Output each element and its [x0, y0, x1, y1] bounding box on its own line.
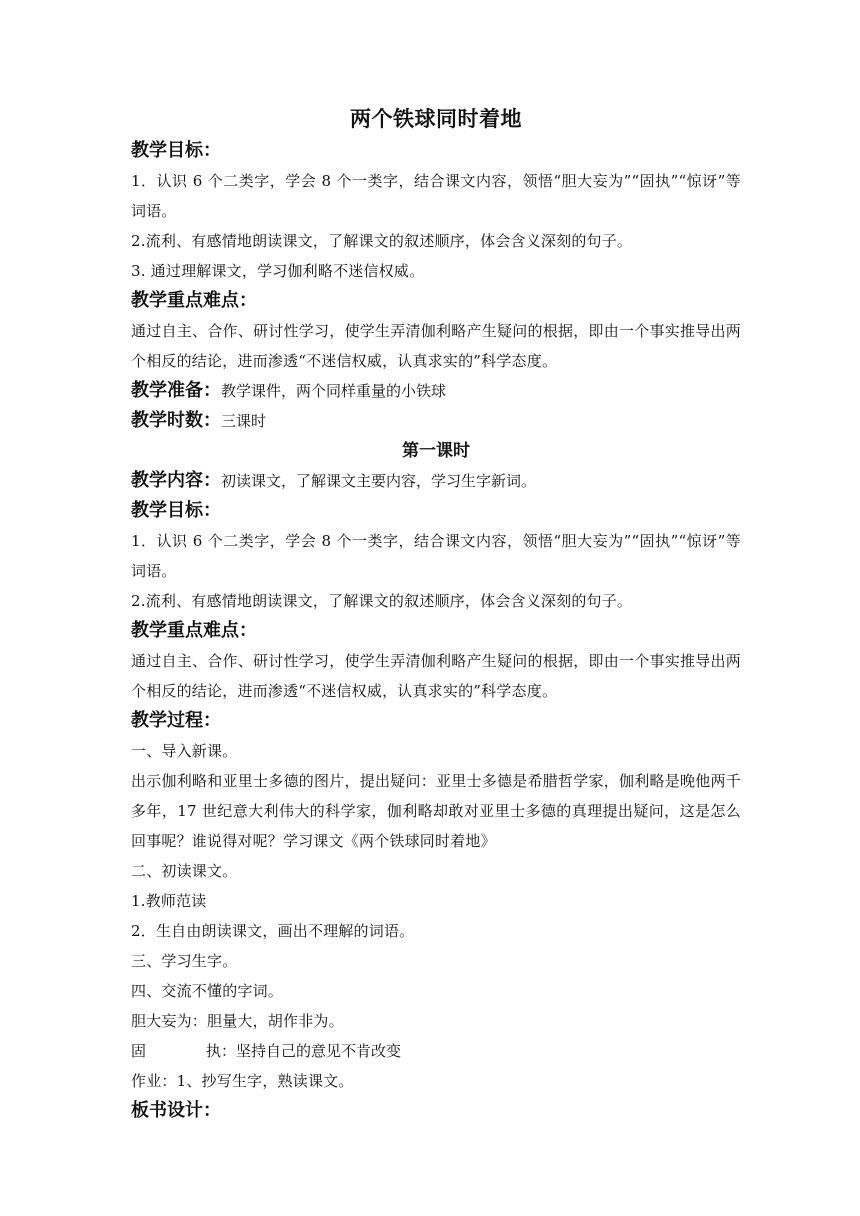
- key-points-heading: 教学重点难点：: [131, 290, 257, 311]
- goal-item-1: 1．认识 6 个二类字，学会 8 个一类字，结合课文内容，领悟“胆大妄为”“固执”“惊讶”等词语。: [131, 172, 741, 220]
- process-step-intro-detail: 出示伽利略和亚里士多德的图片，提出疑问：亚里士多德是希腊哲学家，伽利略是晚他两千多年，17 世纪意大利伟大的科学家，伽利略却敢对亚里士多德的真理提出疑问，这是怎么回事呢？谁说得对呢？学习课文《两个铁球同时着地》: [131, 772, 741, 850]
- homework-line: 作业：1、抄写生字，熟读课文。: [131, 1072, 354, 1090]
- process-step-first-reading: 二、初读课文。: [131, 862, 238, 880]
- lesson-content-line: [131, 466, 741, 496]
- goals-heading: 教学目标：: [131, 140, 221, 161]
- document-page: [131, 102, 741, 1126]
- process-heading: 教学过程：: [131, 710, 221, 731]
- board-design-heading: 板书设计：: [131, 1100, 221, 1121]
- lesson-one-title: 第一课时: [402, 441, 470, 461]
- teaching-hours-line: [131, 406, 741, 436]
- word-definition-dan-da-wang-wei: 胆大妄为：胆量大，胡作非为。: [131, 1012, 344, 1030]
- preparation-heading: 教学准备：: [131, 380, 221, 401]
- lesson-content-text: 初读课文，了解课文主要内容，学习生字新词。: [221, 472, 537, 490]
- process-step-teacher-reading: 1.教师范读: [131, 892, 207, 910]
- lesson-key-points-heading: 教学重点难点：: [131, 620, 257, 641]
- key-points-text: 通过自主、合作、研讨性学习，使学生弄清伽利略产生疑问的根据，即由一个事实推导出两个相反的结论，进而渗透“不迷信权威，认真求实的”科学态度。: [131, 322, 741, 370]
- lesson-goal-item-2: 2.流利、有感情地朗读课文，了解课文的叙述顺序，体会含义深刻的句子。: [131, 592, 633, 610]
- lesson-content-heading: 教学内容：: [131, 470, 221, 491]
- process-step-intro: 一、导入新课。: [131, 742, 238, 760]
- document-title: 两个铁球同时着地: [350, 107, 522, 131]
- preparation-line: [131, 376, 741, 406]
- goal-item-3: 3. 通过理解课文，学习伽利略不迷信权威。: [131, 262, 425, 280]
- teaching-hours-heading: 教学时数：: [131, 410, 221, 431]
- lesson-goal-item-1: 1．认识 6 个二类字，学会 8 个一类字，结合课文内容，领悟“胆大妄为”“固执”“惊讶”等词语。: [131, 532, 741, 580]
- goal-item-2: 2.流利、有感情地朗读课文，了解课文的叙述顺序，体会含义深刻的句子。: [131, 232, 633, 250]
- preparation-text: 教学课件，两个同样重量的小铁球: [221, 382, 447, 400]
- lesson-goals-heading: 教学目标：: [131, 500, 221, 521]
- word-definition-gu-zhi: 固 执：坚持自己的意见不肯改变: [131, 1042, 402, 1060]
- process-step-discuss-words: 四、交流不懂的字词。: [131, 982, 284, 1000]
- lesson-key-points-text: 通过自主、合作、研讨性学习，使学生弄清伽利略产生疑问的根据，即由一个事实推导出两个相反的结论，进而渗透“不迷信权威，认真求实的”科学态度。: [131, 652, 741, 700]
- process-step-free-reading: 2．生自由朗读课文，画出不理解的词语。: [131, 922, 415, 940]
- process-step-new-characters: 三、学习生字。: [131, 952, 238, 970]
- teaching-hours-text: 三课时: [221, 412, 267, 430]
